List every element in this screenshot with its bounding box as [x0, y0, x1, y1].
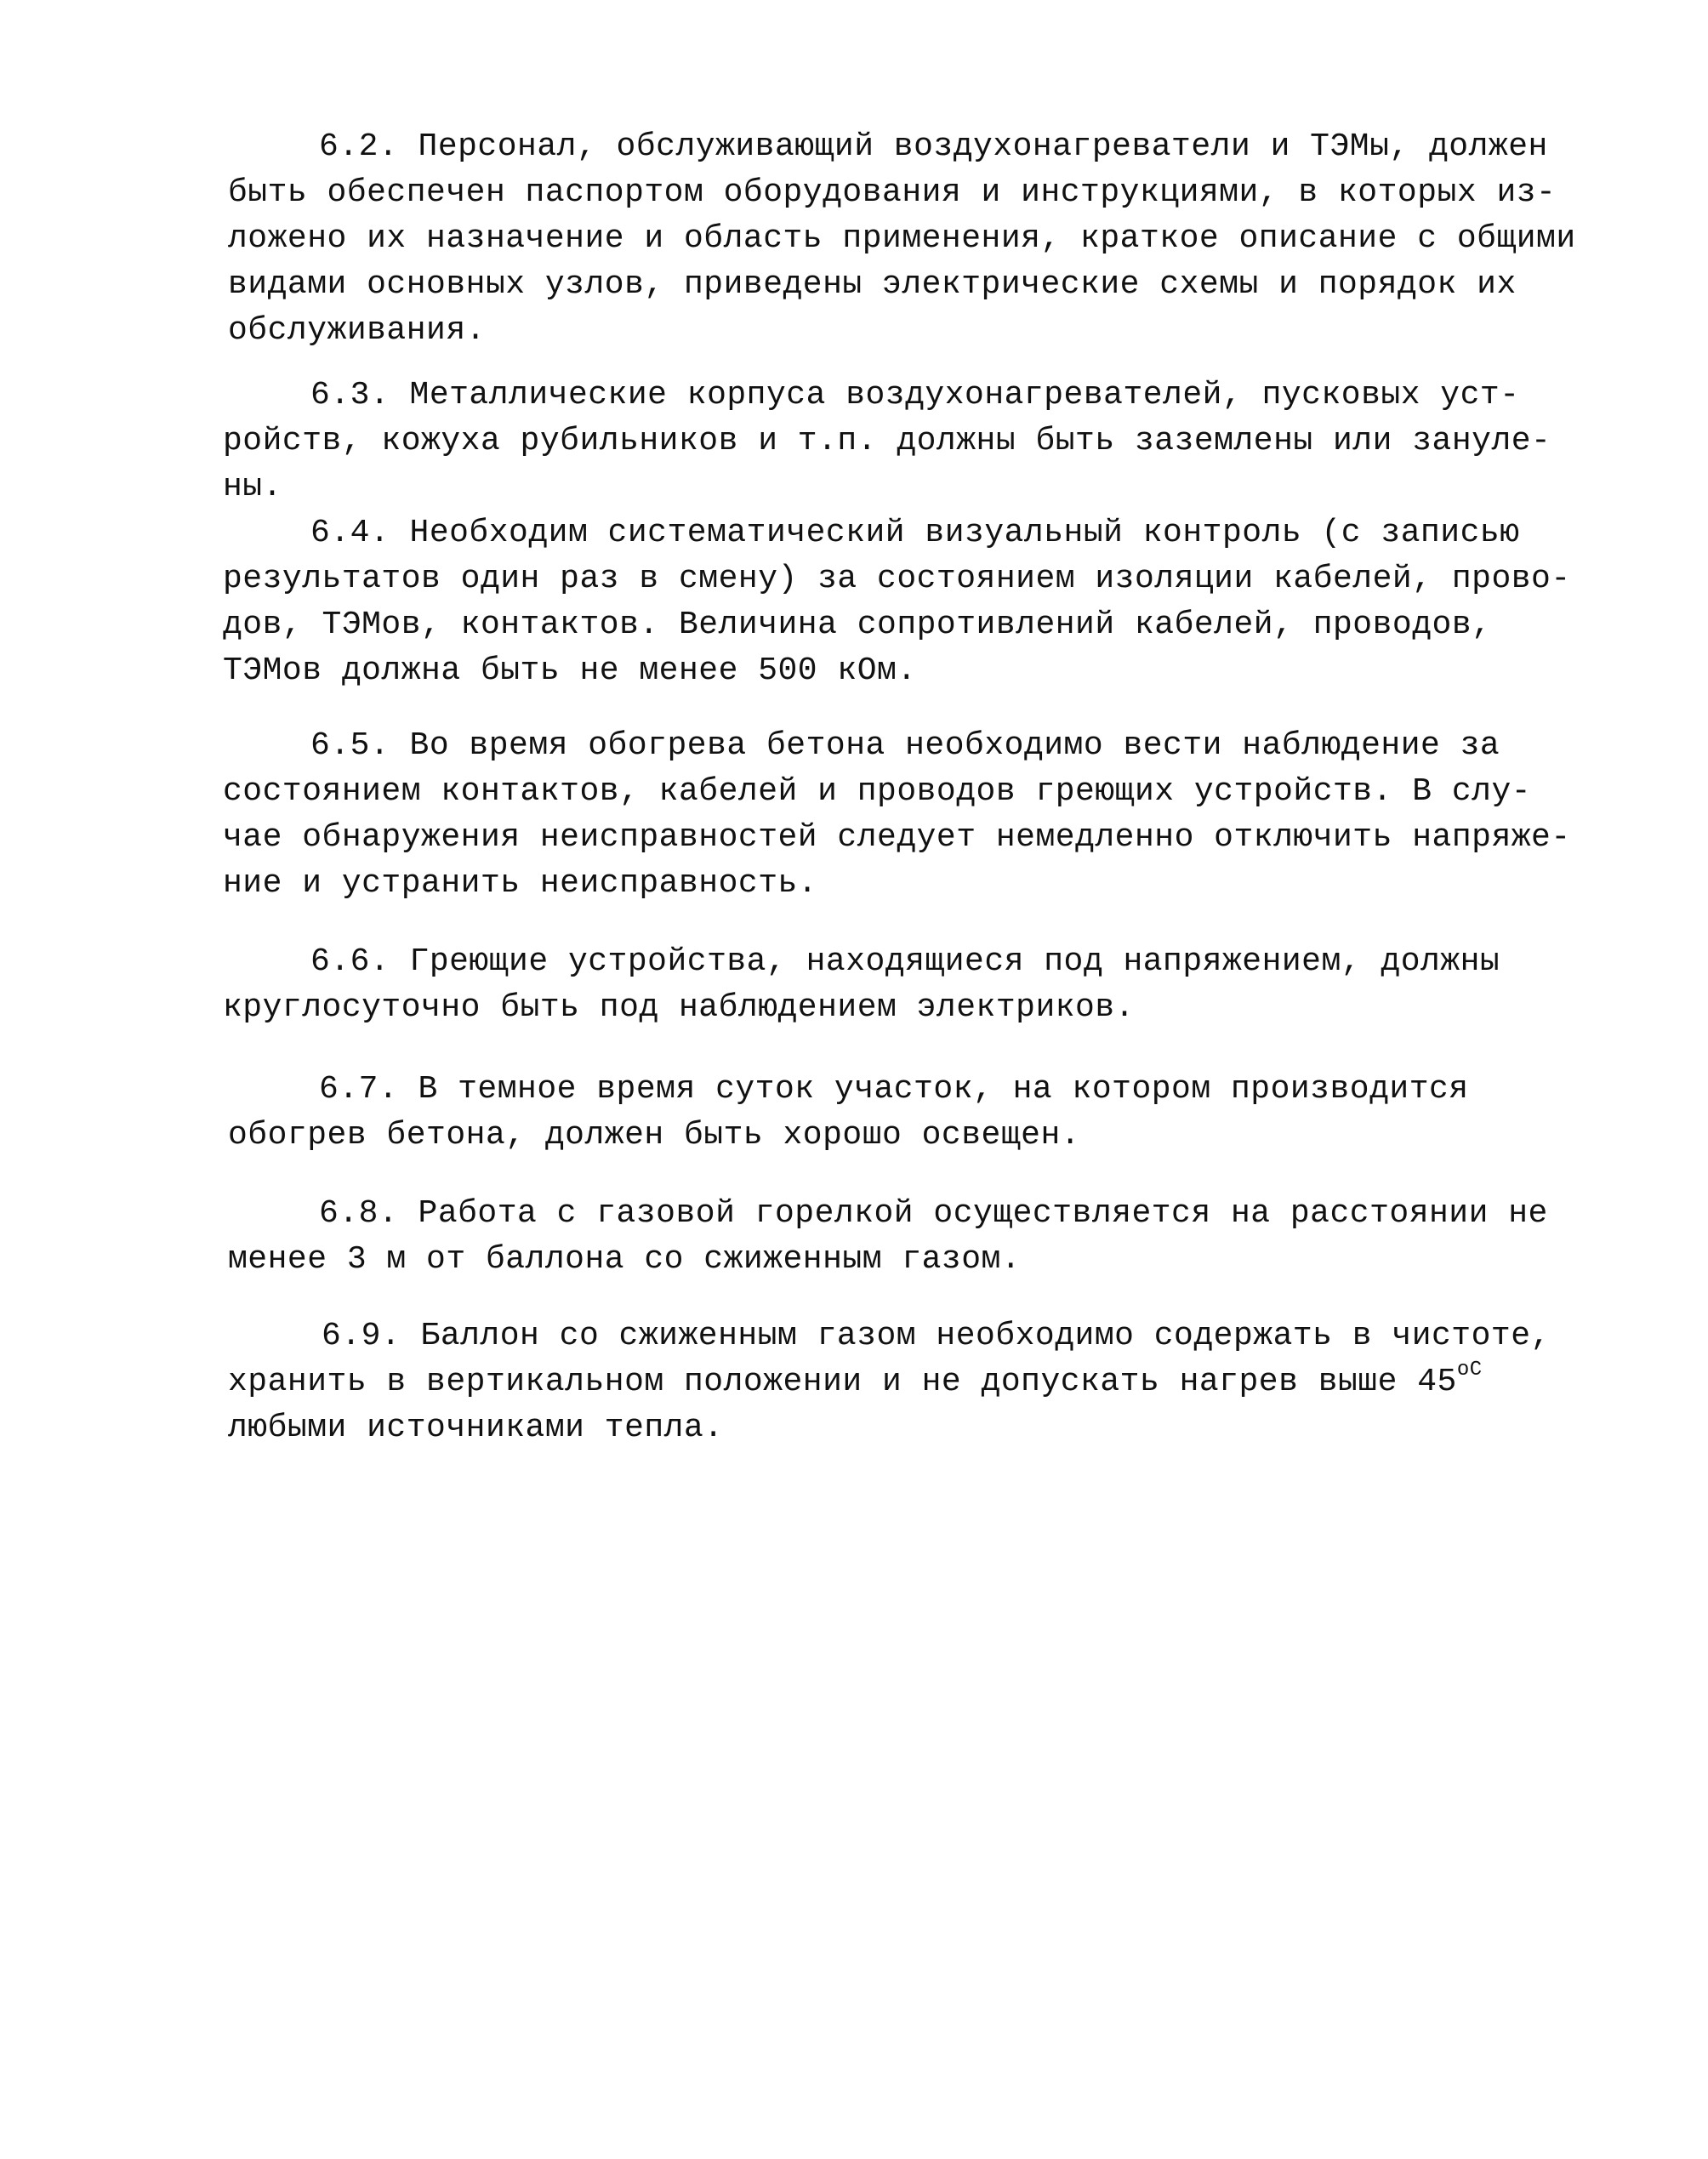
paragraph-6-3-line-1: 6.3. Металлические корпуса воздухонагревателей, пусковых уст-	[310, 377, 1520, 413]
paragraph-6-9-line-3: любыми источниками тепла.	[228, 1410, 724, 1446]
paragraph-6-2-line-4: видами основных узлов, приведены электрические схемы и порядок их	[228, 266, 1517, 303]
paragraph-6-4-line-3: дов, ТЭМов, контактов. Величина сопротивлений кабелей, проводов,	[223, 607, 1492, 643]
paragraph-6-2-line-3: ложено их назначение и область применения, краткое описание с общими	[228, 220, 1576, 257]
paragraph-6-5-line-3: чае обнаружения неисправностей следует немедленно отключить напряже-	[223, 819, 1571, 856]
paragraph-6-9-line-2	[228, 1361, 1483, 1404]
paragraph-6-6-line-2: круглосуточно быть под наблюдением электриков.	[223, 989, 1135, 1026]
paragraph-6-3-line-2: ройств, кожуха рубильников и т.п. должны быть заземлены или зануле-	[223, 423, 1551, 459]
paragraph-6-9-line-2-text: хранить в вертикальном положении и не допускать нагрев выше 45	[228, 1364, 1457, 1400]
paragraph-6-9-line-1: 6.9. Баллон со сжиженным газом необходимо содержать в чистоте,	[322, 1318, 1551, 1354]
paragraph-6-5-line-1: 6.5. Во время обогрева бетона необходимо вести наблюдение за	[310, 727, 1500, 764]
paragraph-6-7-line-2: обогрев бетона, должен быть хорошо освещен.	[228, 1117, 1081, 1154]
paragraph-6-8-line-2: менее 3 м от баллона со сжиженным газом.	[228, 1241, 1022, 1278]
paragraph-6-7-line-1: 6.7. В темное время суток участок, на котором производится	[319, 1071, 1469, 1108]
paragraph-6-3-line-3: ны.	[223, 469, 282, 505]
paragraph-6-6-line-1: 6.6. Греющие устройства, находящиеся под напряжением, должны	[310, 943, 1500, 980]
paragraph-6-4-line-4: ТЭМов должна быть не менее 500 кОм.	[223, 652, 917, 689]
paragraph-6-4-line-2: результатов один раз в смену) за состоянием изоляции кабелей, прово-	[223, 561, 1571, 597]
paragraph-6-4-line-1: 6.4. Необходим систематический визуальный контроль (с записью	[310, 515, 1520, 551]
degree-superscript: оС	[1456, 1359, 1483, 1382]
paragraph-6-8-line-1: 6.8. Работа с газовой горелкой осуществляется на расстоянии не	[319, 1195, 1548, 1232]
paragraph-6-5-line-2: состоянием контактов, кабелей и проводов греющих устройств. В слу-	[223, 773, 1532, 810]
paragraph-6-5-line-4: ние и устранить неисправность.	[223, 865, 818, 902]
paragraph-6-2-line-1: 6.2. Персонал, обслуживающий воздухонагреватели и ТЭМы, должен	[319, 128, 1548, 165]
paragraph-6-2-line-5: обслуживания.	[228, 312, 486, 349]
paragraph-6-2-line-2: быть обеспечен паспортом оборудования и инструкциями, в которых из-	[228, 174, 1557, 211]
